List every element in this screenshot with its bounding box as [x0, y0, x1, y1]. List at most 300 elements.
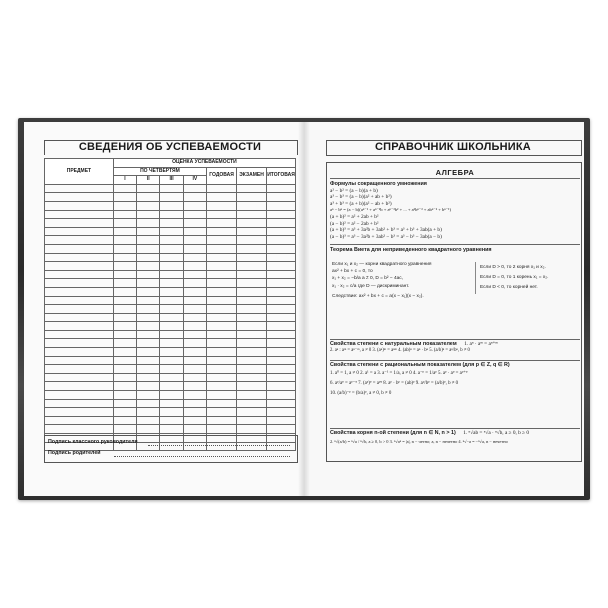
vieta-left-column — [332, 261, 472, 300]
table-cell[interactable] — [267, 348, 296, 357]
table-cell[interactable] — [183, 425, 206, 434]
vieta-case: Если D < 0, то корней нет. — [480, 285, 538, 290]
table-cell[interactable] — [160, 365, 183, 374]
table-cell[interactable] — [137, 373, 160, 382]
table-cell[interactable] — [237, 253, 267, 262]
table-cell[interactable] — [183, 408, 206, 417]
table-cell[interactable] — [267, 330, 296, 339]
table-cell[interactable] — [160, 416, 183, 425]
table-cell[interactable] — [267, 296, 296, 305]
table-cell[interactable] — [113, 296, 136, 305]
table-cell[interactable] — [183, 244, 206, 253]
table-cell[interactable] — [160, 348, 183, 357]
table-cell[interactable] — [207, 339, 237, 348]
table-cell[interactable] — [137, 279, 160, 288]
table-cell[interactable] — [237, 322, 267, 331]
formula-line: (a + b)³ = a³ + 3a²b + 3ab² + b³ = a³ + b³ + 3ab(a + b) — [330, 227, 442, 234]
table-cell[interactable] — [160, 270, 183, 279]
table-cell[interactable] — [45, 322, 114, 331]
table-cell[interactable] — [237, 210, 267, 219]
table-cell[interactable] — [207, 244, 237, 253]
table-cell[interactable] — [113, 339, 136, 348]
table-cell[interactable] — [160, 210, 183, 219]
table-row — [45, 399, 296, 408]
table-cell[interactable] — [113, 391, 136, 400]
table-cell[interactable] — [237, 425, 267, 434]
roots-formula: 1. ⁿ√ab = ⁿ√a · ⁿ√b, a ≥ 0, b ≥ 0 — [463, 430, 530, 436]
table-cell[interactable] — [113, 425, 136, 434]
table-cell[interactable] — [183, 356, 206, 365]
table-cell[interactable] — [267, 322, 296, 331]
table-cell[interactable] — [183, 313, 206, 322]
table-cell[interactable] — [137, 391, 160, 400]
table-cell[interactable] — [160, 262, 183, 271]
formula-line: a³ − b³ = (a − b)(a² + ab + b²) — [330, 194, 392, 201]
table-cell[interactable] — [160, 287, 183, 296]
table-cell[interactable] — [183, 348, 206, 357]
table-row — [45, 305, 296, 314]
table-cell[interactable] — [267, 287, 296, 296]
table-cell[interactable] — [137, 236, 160, 245]
table-cell[interactable] — [113, 305, 136, 314]
table-cell[interactable] — [137, 219, 160, 228]
formulas-section — [330, 181, 580, 240]
final-header: ИТОГОВАЯ — [267, 167, 296, 184]
table-cell[interactable] — [207, 262, 237, 271]
table-cell[interactable] — [137, 356, 160, 365]
table-cell[interactable] — [45, 330, 114, 339]
table-cell[interactable] — [183, 399, 206, 408]
table-row — [45, 210, 296, 219]
grades-table-body — [45, 184, 296, 450]
table-cell[interactable] — [137, 382, 160, 391]
natural-formula: 1. aⁿ · aᵐ = aⁿ⁺ᵐ — [464, 341, 498, 347]
quarters-header: ПО ЧЕТВЕРТЯМ — [113, 167, 206, 176]
table-cell[interactable] — [45, 313, 114, 322]
table-cell[interactable] — [237, 305, 267, 314]
table-cell[interactable] — [267, 373, 296, 382]
table-cell[interactable] — [237, 365, 267, 374]
table-cell[interactable] — [267, 382, 296, 391]
table-row — [45, 373, 296, 382]
table-cell[interactable] — [237, 244, 267, 253]
table-cell[interactable] — [207, 348, 237, 357]
signature-teacher — [44, 439, 296, 447]
table-cell[interactable] — [237, 313, 267, 322]
table-cell[interactable] — [137, 244, 160, 253]
table-cell[interactable] — [113, 322, 136, 331]
right-page-title: СПРАВОЧНИК ШКОЛЬНИКА — [375, 141, 531, 153]
table-cell[interactable] — [183, 279, 206, 288]
table-row — [45, 339, 296, 348]
table-cell[interactable] — [45, 296, 114, 305]
table-cell[interactable] — [207, 416, 237, 425]
yearly-header: ГОДОВАЯ — [207, 167, 237, 184]
table-cell[interactable] — [207, 270, 237, 279]
table-cell[interactable] — [207, 193, 237, 202]
formula-line: (a − b)² = a² − 2ab + b² — [330, 220, 379, 227]
table-cell[interactable] — [45, 253, 114, 262]
natural-divider — [330, 339, 580, 340]
table-cell[interactable] — [207, 356, 237, 365]
table-cell[interactable] — [267, 219, 296, 228]
table-cell[interactable] — [183, 201, 206, 210]
table-cell[interactable] — [267, 201, 296, 210]
left-page-title: СВЕДЕНИЯ ОБ УСПЕВАЕМОСТИ — [78, 141, 262, 153]
table-row — [45, 262, 296, 271]
table-cell[interactable] — [160, 219, 183, 228]
grades-table — [44, 158, 296, 451]
vieta-line: Следствие: ax² + bx + c = a(x − x₁)(x − x₂). — [332, 293, 424, 299]
table-cell[interactable] — [237, 408, 267, 417]
table-row — [45, 201, 296, 210]
table-cell[interactable] — [237, 373, 267, 382]
table-cell[interactable] — [137, 262, 160, 271]
table-cell[interactable] — [45, 193, 114, 202]
table-cell[interactable] — [113, 313, 136, 322]
table-cell[interactable] — [45, 416, 114, 425]
table-cell[interactable] — [160, 313, 183, 322]
table-cell[interactable] — [45, 425, 114, 434]
table-cell[interactable] — [113, 416, 136, 425]
table-cell[interactable] — [160, 382, 183, 391]
table-cell[interactable] — [45, 356, 114, 365]
table-row — [45, 365, 296, 374]
table-cell[interactable] — [113, 287, 136, 296]
table-cell[interactable] — [183, 296, 206, 305]
vieta-divider — [330, 244, 580, 245]
table-cell[interactable] — [160, 399, 183, 408]
table-row — [45, 408, 296, 417]
table-cell[interactable] — [113, 253, 136, 262]
table-cell[interactable] — [267, 227, 296, 236]
table-cell[interactable] — [45, 287, 114, 296]
table-cell[interactable] — [45, 236, 114, 245]
table-cell[interactable] — [137, 253, 160, 262]
signature-parents — [44, 450, 296, 458]
table-cell[interactable] — [207, 296, 237, 305]
table-cell[interactable] — [137, 305, 160, 314]
table-cell[interactable] — [137, 201, 160, 210]
table-cell[interactable] — [113, 210, 136, 219]
table-cell[interactable] — [207, 382, 237, 391]
table-cell[interactable] — [113, 348, 136, 357]
table-cell[interactable] — [137, 184, 160, 193]
table-cell[interactable] — [183, 339, 206, 348]
table-cell[interactable] — [237, 227, 267, 236]
table-row — [45, 416, 296, 425]
table-row — [45, 244, 296, 253]
table-cell[interactable] — [207, 425, 237, 434]
table-cell[interactable] — [160, 373, 183, 382]
table-cell[interactable] — [267, 253, 296, 262]
table-cell[interactable] — [207, 391, 237, 400]
table-cell[interactable] — [137, 425, 160, 434]
table-cell[interactable] — [45, 391, 114, 400]
table-cell[interactable] — [267, 408, 296, 417]
table-cell[interactable] — [137, 322, 160, 331]
table-cell[interactable] — [237, 348, 267, 357]
quarter-header: II — [137, 176, 160, 185]
table-cell[interactable] — [267, 399, 296, 408]
table-cell[interactable] — [183, 330, 206, 339]
table-cell[interactable] — [207, 236, 237, 245]
table-cell[interactable] — [160, 279, 183, 288]
table-cell[interactable] — [237, 201, 267, 210]
table-cell[interactable] — [45, 270, 114, 279]
table-cell[interactable] — [183, 416, 206, 425]
table-cell[interactable] — [137, 193, 160, 202]
table-cell[interactable] — [183, 391, 206, 400]
table-cell[interactable] — [137, 339, 160, 348]
table-cell[interactable] — [160, 356, 183, 365]
table-cell[interactable] — [45, 279, 114, 288]
table-cell[interactable] — [207, 253, 237, 262]
table-row — [45, 279, 296, 288]
vieta-separator — [475, 262, 476, 294]
rational-formulas: 6. aᵖ/aᵠ = aᵖ⁻ᵠ 7. (aᵖ)ᵠ = aᵖᵠ 8. aᵖ · bᵖ = (ab)ᵖ 9. aᵖ/bᵖ = (a/b)ᵖ, b ≠ 0 — [330, 380, 459, 386]
table-cell[interactable] — [113, 330, 136, 339]
roots-section — [330, 430, 580, 446]
table-cell[interactable] — [207, 313, 237, 322]
table-cell[interactable] — [183, 382, 206, 391]
vieta-title: Теорема Виета для неприведенного квадратного уравнения — [330, 247, 492, 253]
table-cell[interactable] — [267, 193, 296, 202]
table-cell[interactable] — [237, 416, 267, 425]
table-cell[interactable] — [160, 244, 183, 253]
table-cell[interactable] — [45, 382, 114, 391]
table-cell[interactable] — [160, 408, 183, 417]
formulas-title: Формулы сокращенного умножения — [330, 181, 427, 187]
algebra-heading: АЛГЕБРА — [435, 168, 475, 177]
table-row — [45, 253, 296, 262]
table-cell[interactable] — [160, 305, 183, 314]
table-cell[interactable] — [45, 219, 114, 228]
table-cell[interactable] — [207, 330, 237, 339]
table-cell[interactable] — [45, 201, 114, 210]
quarter-header: IV — [183, 176, 206, 185]
table-cell[interactable] — [207, 287, 237, 296]
table-cell[interactable] — [137, 287, 160, 296]
table-cell[interactable] — [160, 184, 183, 193]
rational-formulas: 10. (a/b)⁻ᵖ = (b/a)ᵖ, a ≠ 0, b ≠ 0 — [330, 390, 392, 396]
table-cell[interactable] — [267, 313, 296, 322]
vieta-case: Если D > 0, то 2 корня x₁ и x₂. — [480, 265, 546, 270]
table-cell[interactable] — [45, 408, 114, 417]
table-cell[interactable] — [183, 270, 206, 279]
table-cell[interactable] — [113, 408, 136, 417]
table-cell[interactable] — [113, 365, 136, 374]
table-cell[interactable] — [207, 210, 237, 219]
table-cell[interactable] — [183, 193, 206, 202]
table-cell[interactable] — [267, 391, 296, 400]
table-cell[interactable] — [45, 373, 114, 382]
table-cell[interactable] — [160, 330, 183, 339]
table-cell[interactable] — [207, 408, 237, 417]
table-cell[interactable] — [237, 356, 267, 365]
rational-divider — [330, 360, 580, 361]
table-cell[interactable] — [137, 270, 160, 279]
table-cell[interactable] — [160, 425, 183, 434]
table-cell[interactable] — [207, 365, 237, 374]
table-cell[interactable] — [113, 279, 136, 288]
table-cell[interactable] — [45, 262, 114, 271]
table-cell[interactable] — [267, 416, 296, 425]
table-cell[interactable] — [45, 210, 114, 219]
table-cell[interactable] — [183, 305, 206, 314]
table-cell[interactable] — [160, 236, 183, 245]
table-cell[interactable] — [137, 210, 160, 219]
table-cell[interactable] — [45, 339, 114, 348]
table-cell[interactable] — [267, 425, 296, 434]
vieta-line: ax² + bx + c = 0, то — [332, 269, 373, 275]
roots-title-row — [330, 430, 580, 437]
table-cell[interactable] — [160, 227, 183, 236]
table-cell[interactable] — [267, 279, 296, 288]
table-cell[interactable] — [45, 244, 114, 253]
table-cell[interactable] — [45, 365, 114, 374]
table-cell[interactable] — [183, 322, 206, 331]
table-cell[interactable] — [267, 210, 296, 219]
table-cell[interactable] — [137, 399, 160, 408]
table-cell[interactable] — [113, 219, 136, 228]
table-cell[interactable] — [137, 296, 160, 305]
table-cell[interactable] — [237, 270, 267, 279]
table-cell[interactable] — [267, 356, 296, 365]
vieta-case: Если D = 0, то 1 корень x₁ = x₂. — [480, 275, 549, 280]
table-cell[interactable] — [45, 348, 114, 357]
table-cell[interactable] — [237, 193, 267, 202]
table-cell[interactable] — [183, 184, 206, 193]
table-cell[interactable] — [113, 201, 136, 210]
table-cell[interactable] — [237, 391, 267, 400]
table-cell[interactable] — [160, 322, 183, 331]
table-cell[interactable] — [137, 348, 160, 357]
table-cell[interactable] — [183, 253, 206, 262]
table-row — [45, 236, 296, 245]
table-cell[interactable] — [113, 193, 136, 202]
table-cell[interactable] — [267, 236, 296, 245]
table-cell[interactable] — [160, 193, 183, 202]
table-cell[interactable] — [45, 227, 114, 236]
quarter-header: III — [160, 176, 183, 185]
table-cell[interactable] — [45, 399, 114, 408]
table-cell[interactable] — [137, 313, 160, 322]
table-cell[interactable] — [183, 236, 206, 245]
table-row — [45, 270, 296, 279]
table-cell[interactable] — [160, 253, 183, 262]
table-cell[interactable] — [113, 356, 136, 365]
table-row — [45, 322, 296, 331]
table-cell[interactable] — [267, 365, 296, 374]
table-cell[interactable] — [237, 296, 267, 305]
table-cell[interactable] — [207, 201, 237, 210]
table-row — [45, 193, 296, 202]
table-cell[interactable] — [207, 279, 237, 288]
rational-title: Свойства степени с рациональным показателем (для p ∈ Z, q ∈ R) — [330, 362, 510, 368]
table-cell[interactable] — [113, 373, 136, 382]
table-cell[interactable] — [137, 365, 160, 374]
table-cell[interactable] — [207, 184, 237, 193]
table-cell[interactable] — [237, 339, 267, 348]
table-cell[interactable] — [267, 305, 296, 314]
table-cell[interactable] — [183, 373, 206, 382]
table-row — [45, 391, 296, 400]
table-cell[interactable] — [237, 382, 267, 391]
table-cell[interactable] — [160, 391, 183, 400]
table-cell[interactable] — [237, 236, 267, 245]
table-cell[interactable] — [137, 227, 160, 236]
table-cell[interactable] — [137, 416, 160, 425]
table-cell[interactable] — [267, 270, 296, 279]
table-cell[interactable] — [113, 184, 136, 193]
table-cell[interactable] — [137, 330, 160, 339]
table-cell[interactable] — [160, 201, 183, 210]
table-cell[interactable] — [207, 305, 237, 314]
table-cell[interactable] — [207, 322, 237, 331]
quarter-header: I — [113, 176, 136, 185]
table-cell[interactable] — [160, 296, 183, 305]
table-cell[interactable] — [113, 270, 136, 279]
signature-teacher-label: Подпись классного руководителя — [48, 439, 138, 445]
table-cell[interactable] — [113, 227, 136, 236]
table-cell[interactable] — [183, 227, 206, 236]
table-cell[interactable] — [113, 244, 136, 253]
table-cell[interactable] — [267, 262, 296, 271]
table-cell[interactable] — [237, 279, 267, 288]
table-cell[interactable] — [183, 219, 206, 228]
table-row — [45, 227, 296, 236]
table-cell[interactable] — [183, 210, 206, 219]
table-cell[interactable] — [137, 408, 160, 417]
table-cell[interactable] — [207, 373, 237, 382]
table-cell[interactable] — [183, 262, 206, 271]
roots-formulas: 2. ⁿ√(a/b) = ⁿ√a / ⁿ√b, a ≥ 0, b > 0 3. ⁿ√aⁿ = |a|, n − четно; a, n − нечетно 4. ⁿ√−a = −ⁿ√a, n − нечетно — [330, 438, 508, 444]
table-cell[interactable] — [113, 399, 136, 408]
table-row — [45, 382, 296, 391]
table-cell[interactable] — [267, 339, 296, 348]
table-cell[interactable] — [237, 287, 267, 296]
table-cell[interactable] — [183, 287, 206, 296]
table-cell[interactable] — [207, 399, 237, 408]
table-cell[interactable] — [237, 399, 267, 408]
grades-header: ОЦЕНКА УСПЕВАЕМОСТИ — [113, 159, 295, 168]
table-cell[interactable] — [237, 219, 267, 228]
table-cell[interactable] — [267, 184, 296, 193]
table-cell[interactable] — [237, 330, 267, 339]
table-cell[interactable] — [183, 365, 206, 374]
algebra-divider — [330, 178, 580, 179]
table-row — [45, 348, 296, 357]
exam-header: ЭКЗАМЕН — [237, 167, 267, 184]
table-cell[interactable] — [113, 262, 136, 271]
roots-divider — [330, 428, 580, 429]
table-cell[interactable] — [207, 227, 237, 236]
table-cell[interactable] — [113, 382, 136, 391]
table-cell[interactable] — [45, 305, 114, 314]
table-cell[interactable] — [237, 262, 267, 271]
vieta-line: x₁ · x₂ = c/a где D — дискриминант. — [332, 283, 410, 289]
table-cell[interactable] — [207, 219, 237, 228]
vieta-section — [330, 247, 580, 254]
table-cell[interactable] — [237, 184, 267, 193]
table-cell[interactable] — [160, 339, 183, 348]
subject-header: ПРЕДМЕТ — [45, 159, 114, 185]
table-row — [45, 184, 296, 193]
table-cell[interactable] — [45, 184, 114, 193]
table-cell[interactable] — [267, 244, 296, 253]
table-cell[interactable] — [113, 236, 136, 245]
